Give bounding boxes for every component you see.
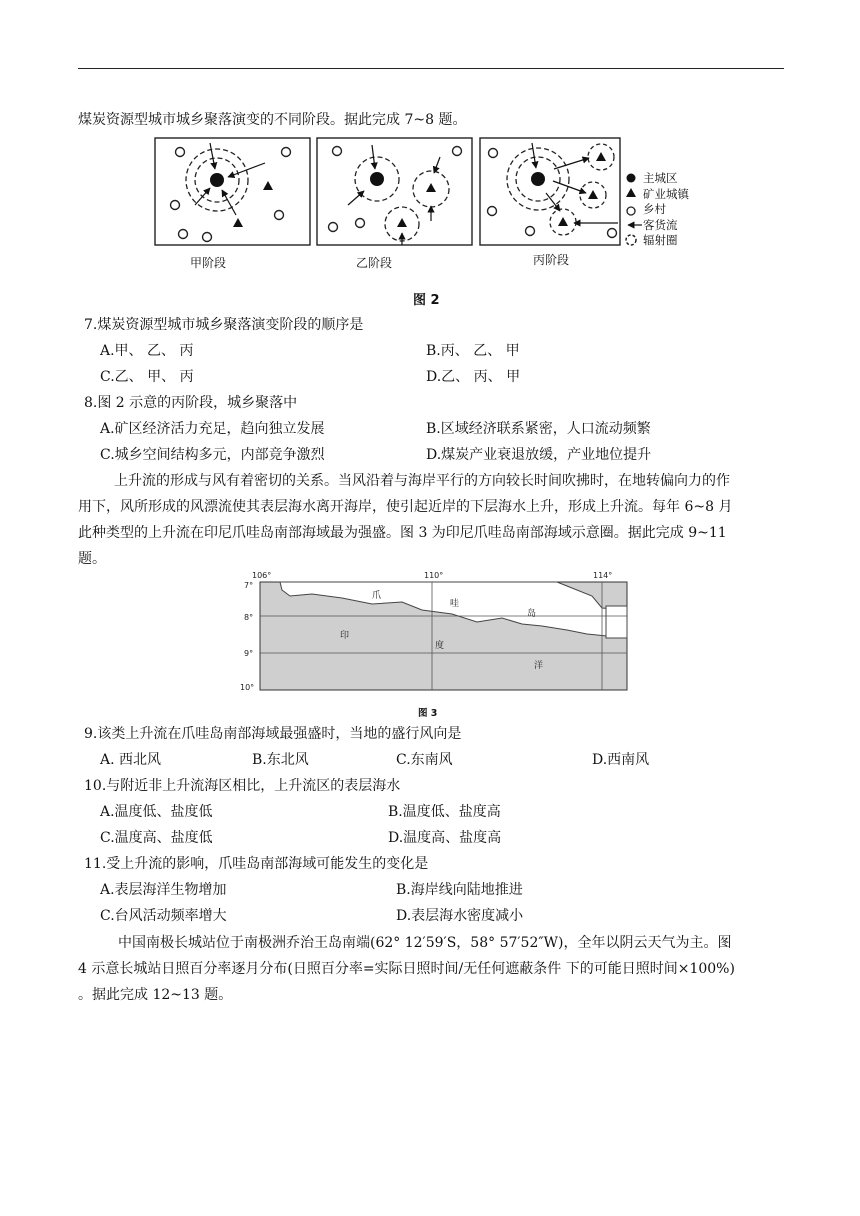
q8-option-b: B.区域经济联系紧密，人口流动频繁 [426,421,651,437]
stage-jia-panel [155,138,310,245]
q11-option-a: A.表层海洋生物增加 [100,882,227,898]
figure-2-legend-symbols [626,174,642,246]
ocean-char-1: 印 [340,631,350,641]
q8-stem: 8.图 2 示意的丙阶段，城乡聚落中 [84,395,298,411]
stage-yi-label: 乙阶段 [356,256,393,270]
lon-label-106: 106° [252,571,272,580]
stage-jia-label: 甲阶段 [190,256,227,270]
header-rule [78,68,784,69]
q7-option-d: D.乙、 丙、 甲 [426,369,521,385]
figure-2-caption: 图 2 [413,293,440,308]
passage2-line-1: 上升流的形成与风有着密切的关系。当风沿着与海岸平行的方向较长时间吹拂时，在地转偏向力的作 [114,473,730,489]
stage-yi-panel [317,138,472,245]
island-char-1: 爪 [372,591,382,601]
ocean-char-3: 洋 [534,661,544,671]
lat-label-7: 7° [244,581,254,590]
q9-stem: 9.该类上升流在爪哇岛南部海域最强盛时，当地的盛行风向是 [84,726,462,742]
lon-label-114: 114° [593,571,613,580]
passage3-line-3: 。据此完成 12~13 题。 [78,987,233,1003]
ocean-char-2: 度 [435,641,445,651]
passage3-line-1: 中国南极长城站位于南极洲乔治王岛南端(62° 12′59′S，58° 57′52″W)，全年以阴云天气为主。图 [118,935,732,951]
q11-option-c: C.台风活动频率增大 [100,908,227,924]
island-char-2: 哇 [450,599,460,609]
stage-bing-label: 丙阶段 [533,253,570,267]
q11-option-d: D.表层海水密度减小 [396,908,524,924]
q8-option-c: C.城乡空间结构多元，内部竞争激烈 [100,447,325,463]
legend-mining-town: 矿业城镇 [643,186,689,201]
q10-stem: 10.与附近非上升流海区相比，上升流区的表层海水 [84,778,401,794]
q7-option-a: A.甲、 乙、 丙 [100,343,194,359]
legend-radiation-circle: 辐射圈 [643,233,678,247]
figure-2-diagram [150,133,720,283]
figure-3-map [222,566,632,716]
q8-option-d: D.煤炭产业衰退放缓，产业地位提升 [426,447,652,463]
passage2-line-3: 此种类型的上升流在印尼爪哇岛南部海域最为强盛。图 3 为印尼爪哇岛南部海域示意圈。据此完成 9~11 [78,525,727,541]
q9-option-c: C.东南风 [396,752,453,768]
legend-main-city: 主城区 [643,171,678,185]
lat-label-10: 10° [240,683,255,692]
q10-option-b: B.温度低、盐度高 [388,804,501,820]
q10-option-d: D.温度高、盐度高 [388,830,502,846]
q10-option-a: A.温度低、盐度低 [100,804,213,820]
q7-stem: 7.煤炭资源型城市城乡聚落演变阶段的顺序是 [84,317,364,333]
figure-3-caption: 图 3 [418,708,438,719]
q11-option-b: B.海岸线向陆地推进 [396,882,523,898]
passage2-line-2: 用下，风所形成的风漂流使其表层海水离开海岸，使引起近岸的下层海水上升，形成上升流。每年 6~8 月 [78,499,733,515]
q9-option-b: B.东北风 [252,752,309,768]
q9-option-d: D.西南风 [592,752,650,768]
q11-stem: 11.受上升流的影响，爪哇岛南部海域可能发生的变化是 [84,856,429,872]
q7-option-b: B.丙、 乙、 甲 [426,343,520,359]
q7-option-c: C.乙、 甲、 丙 [100,369,194,385]
q9-option-a: A. 西北风 [100,752,162,768]
q10-option-c: C.温度高、盐度低 [100,830,213,846]
legend-village: 乡村 [643,202,666,216]
q8-option-a: A.矿区经济活力充足，趋向独立发展 [100,421,325,437]
lat-label-9: 9° [244,649,254,658]
lon-label-110: 110° [424,571,444,580]
passage2-line-4: 题。 [78,551,106,567]
figure-2-legend [643,171,689,249]
intro-text: 煤炭资源型城市城乡聚落演变的不同阶段。据此完成 7~8 题。 [78,112,467,128]
lat-label-8: 8° [244,613,254,622]
stage-bing-panel [480,138,620,245]
legend-flow: 客货流 [643,217,678,232]
island-char-3: 岛 [527,609,537,619]
passage3-line-2: 4 示意长城站日照百分率逐月分布(日照百分率=实际日照时间/无任何遮蔽条件 下的可能日照时间×100%) [78,961,735,977]
